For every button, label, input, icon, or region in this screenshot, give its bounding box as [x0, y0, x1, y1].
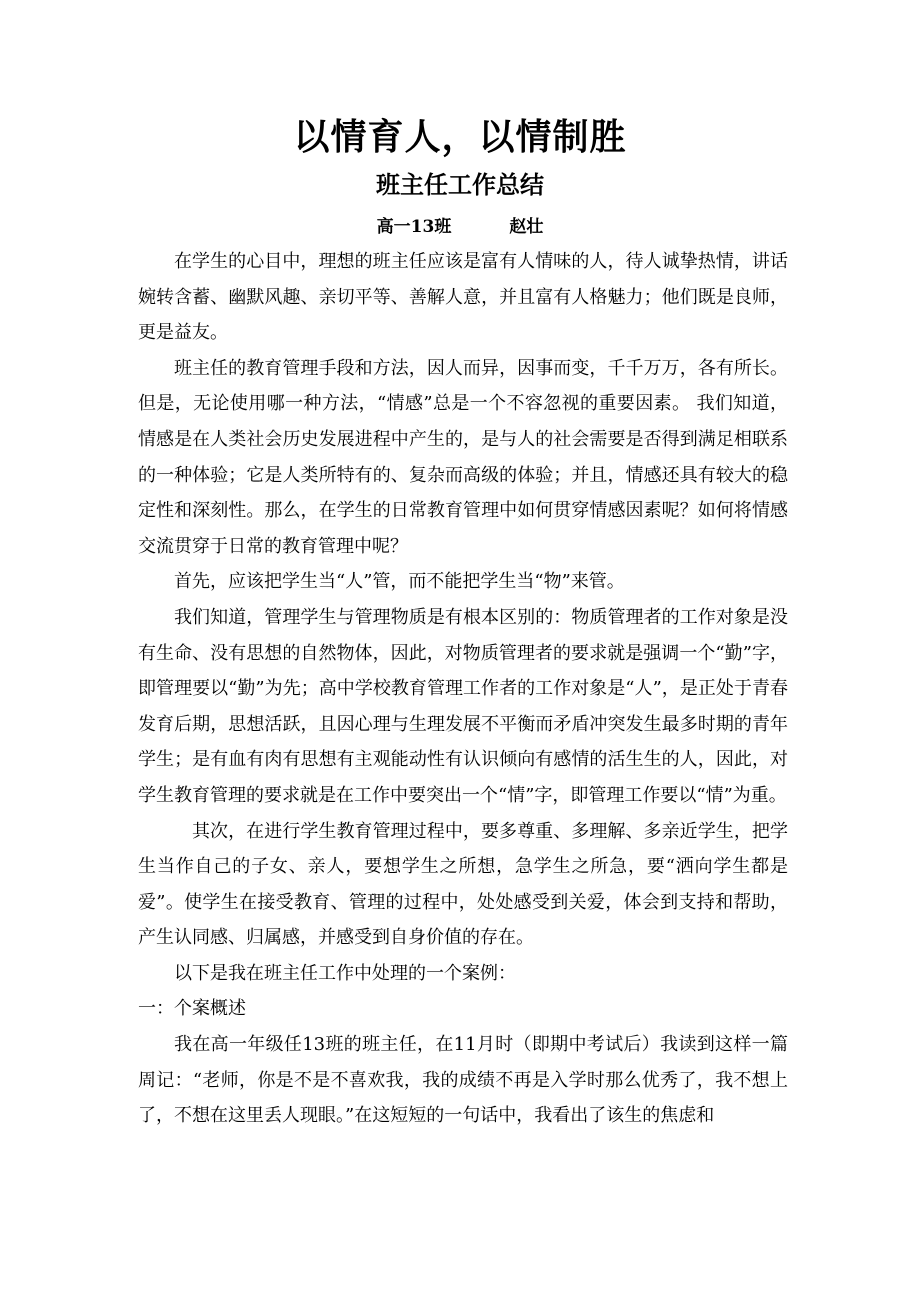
document-subtitle: 班主任工作总结	[376, 170, 544, 199]
byline	[0, 213, 920, 241]
document-body	[138, 244, 788, 1134]
section-heading-case-overview: 一：个案概述	[138, 998, 246, 1020]
paragraph-second-point: 其次，在进行学生教育管理过程中，要多尊重、多理解、多亲近学生，把学生当作自己的子女、亲人，要想学生之所想，急学生之所急，要“洒向学生都是爱”。使学生在接受教育、管理的过程中，处处感受到关爱，体会到支持和帮助，产生认同感、归属感，并感受到自身价值的存在。	[138, 820, 788, 949]
document-title: 以情育人，以情制胜	[293, 116, 627, 158]
paragraph-management-difference: 我们知道，管理学生与管理物质是有根本区别的：物质管理者的工作对象是没有生命、没有思想的自然物体，因此，对物质管理者的要求就是强调一个“勤”字，即管理要以“勤”为先；高中学校教育管理工作者的工作对象是“人”，是正处于青春发育后期，思想活跃，且因心理与生理发展不平衡而矛盾冲突发生最多时期的青年学生；是有血有肉有思想有主观能动性有认识倾向有感情的活生生的人，因此，对学生教育管理的要求就是在工作中要突出一个“情”字，即管理工作要以“情”为重。	[138, 606, 788, 806]
paragraph-case-overview: 我在高一年级任13班的班主任，在11月时（即期中考试后）我读到这样一篇周记：“老师，你是不是不喜欢我，我的成绩不再是入学时那么优秀了，我不想上了，不想在这里丢人现眼。”在这短短的一句话中，我看出了该生的焦虑和	[138, 1034, 788, 1127]
byline-author: 赵壮	[509, 217, 544, 237]
paragraph-first-point: 首先，应该把学生当“人”管，而不能把学生当“物”来管。	[174, 571, 625, 593]
paragraph-intro: 在学生的心目中，理想的班主任应该是富有人情味的人，待人诚挚热情，讲话婉转含蓄、幽默风趣、亲切平等、善解人意，并且富有人格魅力；他们既是良师，更是益友。	[138, 251, 788, 344]
byline-class: 高一13班	[376, 217, 452, 237]
paragraph-case-intro: 以下是我在班主任工作中处理的一个案例：	[174, 962, 516, 984]
paragraph-emotion-factor: 班主任的教育管理手段和方法，因人而异，因事而变，千千万万，各有所长。但是，无论使用哪一种方法，“情感”总是一个不容忽视的重要因素。 我们知道，情感是在人类社会历史发展进程中产生的，是与人的社会需要是否得到满足相联系的一种体验；它是人类所特有的、复杂而高级的体验；并且，情感还具有较大的稳定性和深刻性。那么，在学生的日常教育管理中如何贯穿情感因素呢？如何将情感交流贯穿于日常的教育管理中呢？	[138, 357, 788, 557]
